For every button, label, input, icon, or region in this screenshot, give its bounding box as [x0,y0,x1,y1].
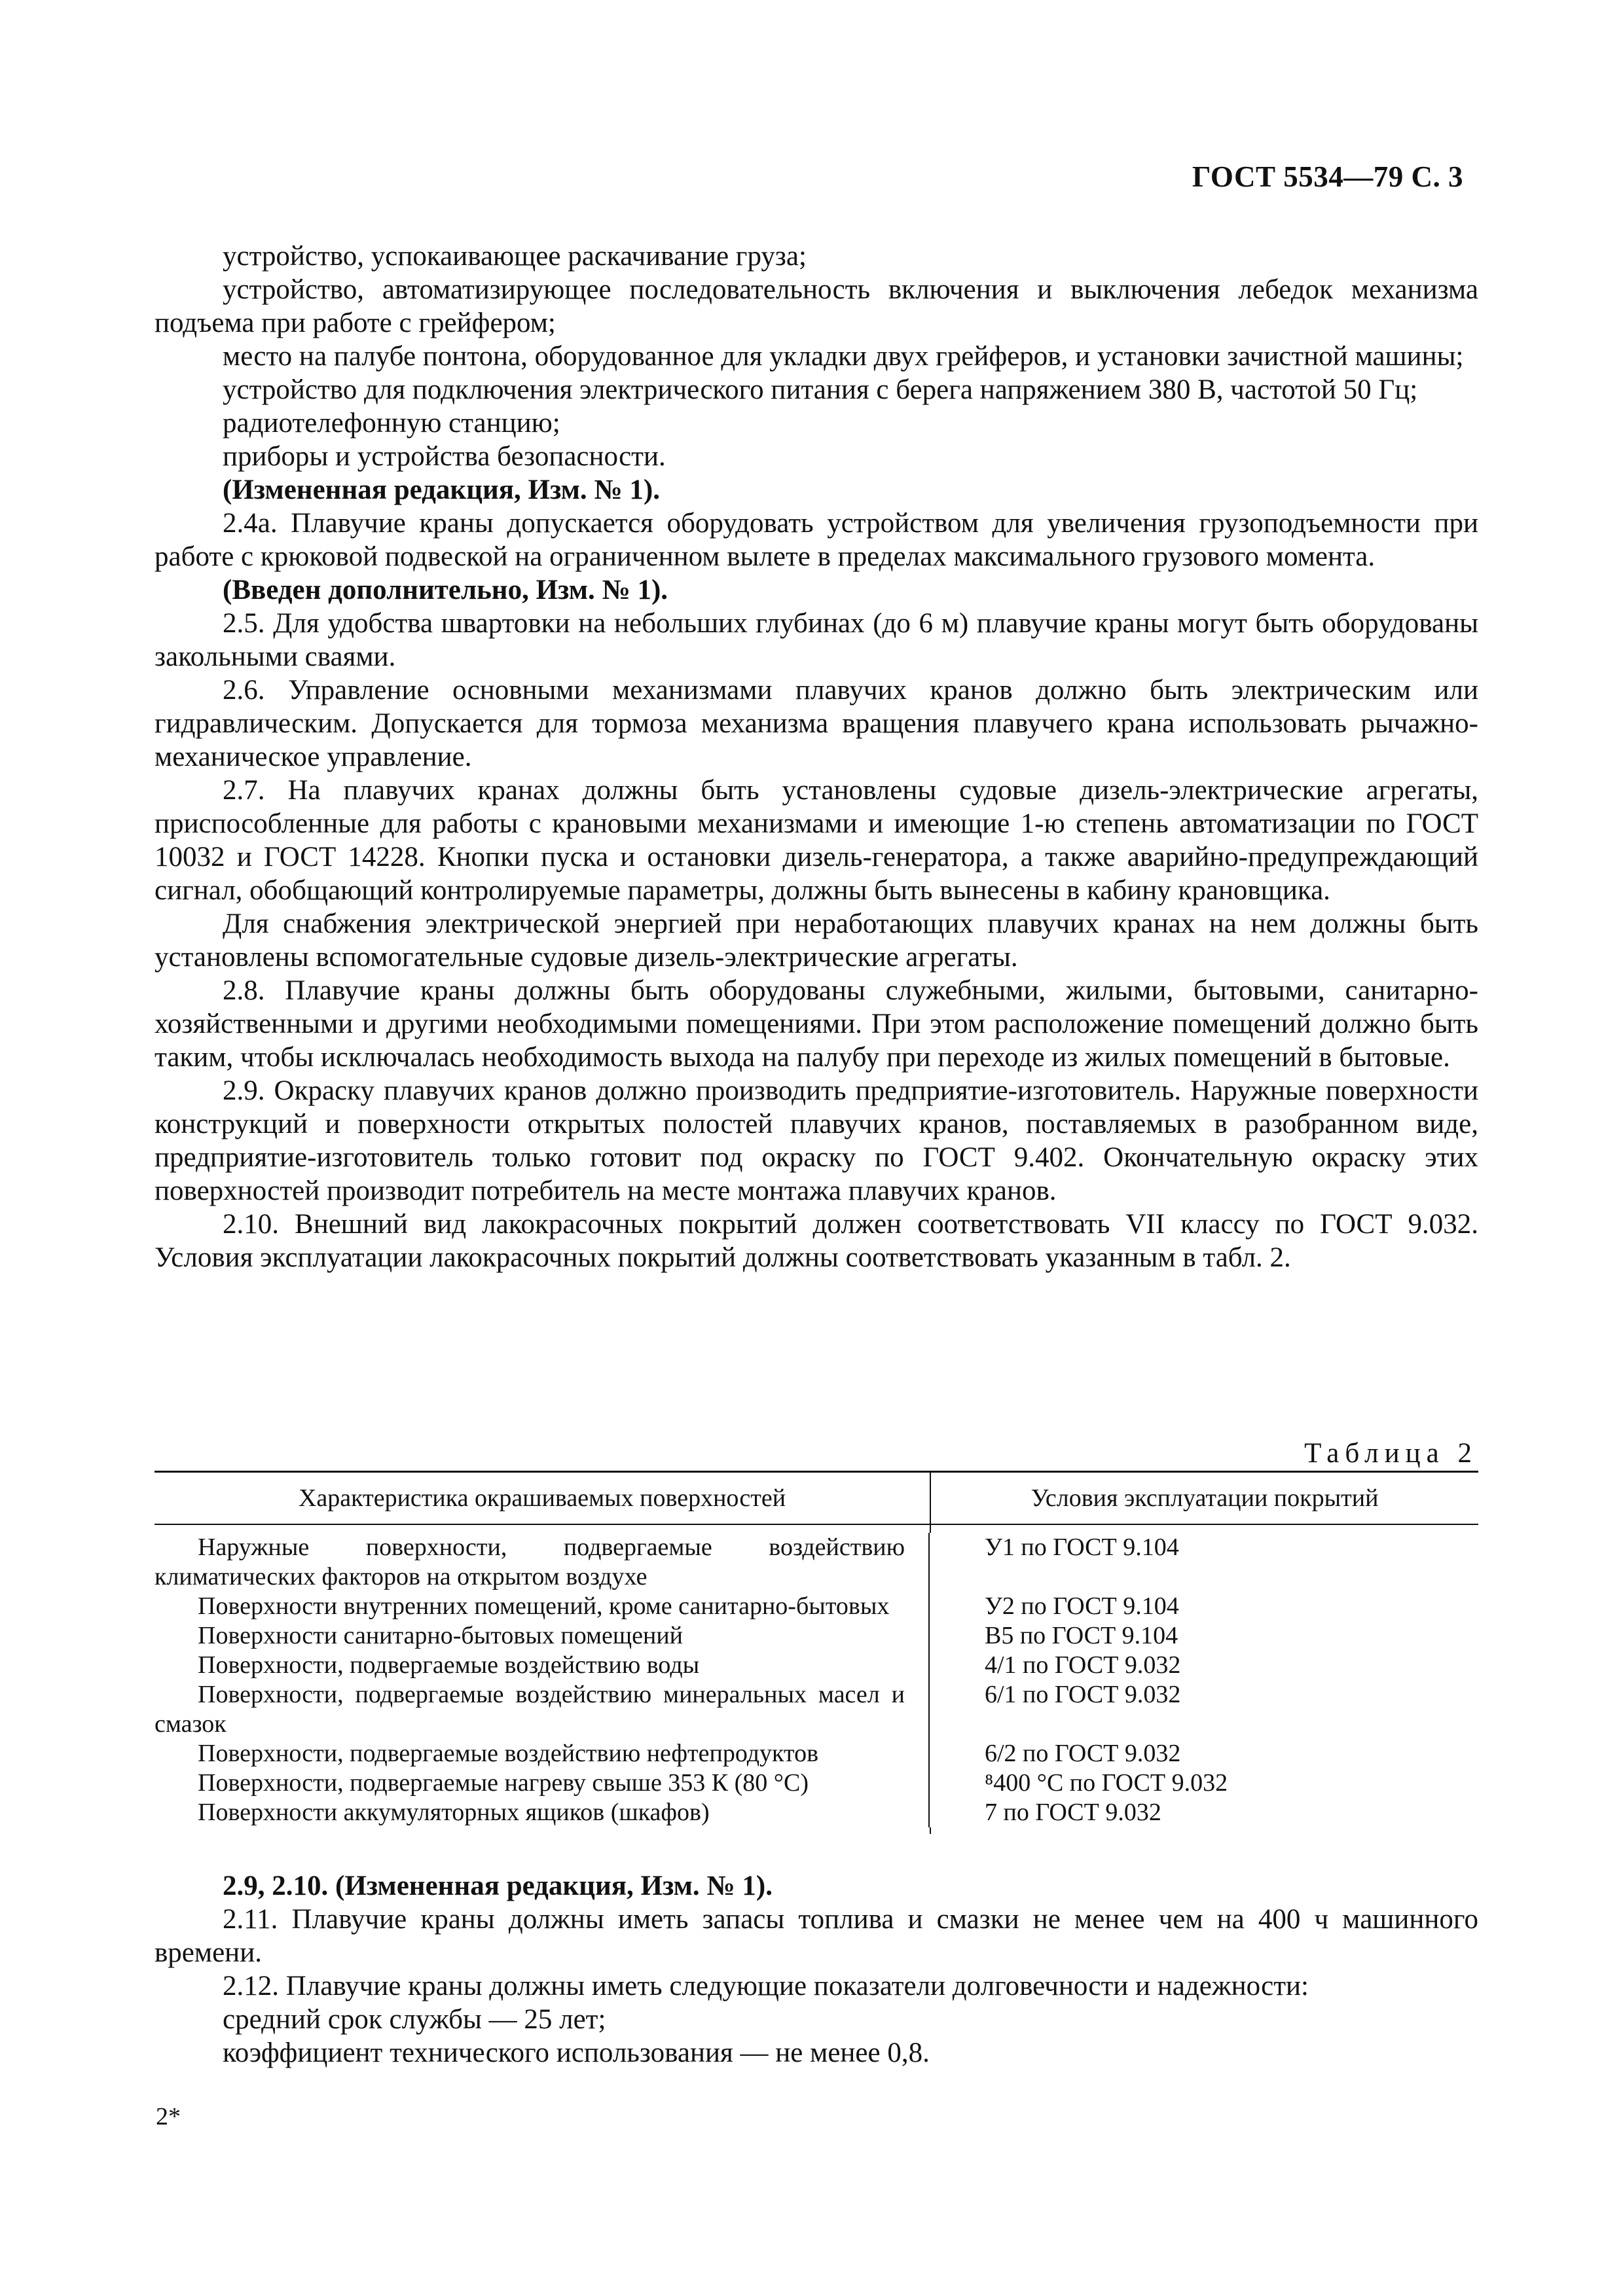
table-row [155,1592,1478,1621]
paragraph: приборы и устройства безопасности. [223,441,666,472]
table-cell-surface: Поверхности санитарно-бытовых помещений [198,1622,684,1649]
paragraph: 2.7. На плавучих кранах должны быть установлены судовые дизель-электрические агрегаты, приспособленные для работы с крановыми механизмами и имеющие 1-ю степень автоматизации по ГОСТ 10032 и ГОСТ 14228. Кнопки пуска и остановки дизель-генератора, а также аварийно-предупреждающий сигнал, обобщающий контролируемые параметры, должны быть вынесены в кабину крановщика. [155,775,1478,906]
table-row [155,1768,1478,1798]
paragraph: устройство для подключения электрического питания с берега напряжением 380 В, частотой 50 Гц; [223,374,1418,405]
paragraph: устройство, автоматизирующее последовательность включения и выключения лебедок механизма подъема при работе с грейфером; [155,274,1478,338]
table-cell-conditions: ⁸400 °С по ГОСТ 9.032 [985,1769,1228,1797]
paragraph: 2.10. Внешний вид лакокрасочных покрытий должен соответствовать VII классу по ГОСТ 9.032. Условия эксплуатации лакокрасочных покрытий должны соответствовать указанным в табл. 2. [155,1209,1478,1273]
table-cell-surface: Поверхности, подвергаемые воздействию нефтепродуктов [198,1740,819,1767]
table-row [155,1798,1478,1827]
table-header-surface: Характеристика окрашиваемых поверхностей [155,1473,931,1524]
table-cell-conditions: 4/1 по ГОСТ 9.032 [985,1651,1181,1679]
table-cell-surface: Поверхности, подвергаемые нагреву свыше 353 К (80 °С) [198,1769,809,1797]
table-header-conditions: Условия эксплуатации покрытий [1030,1484,1379,1512]
paragraph: 2.4а. Плавучие краны допускается оборудовать устройством для увеличения грузоподъемности при работе с крюковой подвеской на ограниченном вылете в пределах максимального грузового момента. [155,508,1478,572]
table-cell-surface: Поверхности внутренних помещений, кроме санитарно-бытовых [198,1592,890,1620]
paragraph: Для снабжения электрической энергией при неработающих плавучих кранах на нем должны быть установлены вспомогательные судовые дизель-электрические агрегаты. [155,908,1478,973]
body-text [155,240,1478,1274]
edition-note: (Введен дополнительно, Изм. № 1). [223,575,668,605]
table-cell-conditions: У2 по ГОСТ 9.104 [985,1592,1179,1620]
edition-note: (Измененная редакция, Изм. № 1). [223,475,660,505]
paragraph: 2.9. Окраску плавучих кранов должно производить предприятие-изготовитель. Наружные поверхности конструкций и поверхности открытых полостей плавучих кранов, поставляемых в разобранном виде, предприятие-изготовитель только готовит под окраску по ГОСТ 9.402. Окончательную окраску этих поверхностей производит потребитель на месте монтажа плавучих кранов. [155,1075,1478,1206]
table-header-row [155,1473,1478,1525]
surface-table [155,1471,1478,1834]
page-header: ГОСТ 5534—79 С. 3 [1192,160,1463,193]
table-cell-conditions: У1 по ГОСТ 9.104 [985,1534,1179,1561]
paragraph: 2.5. Для удобства швартовки на небольших глубинах (до 6 м) плавучие краны могут быть оборудованы закольными сваями. [155,608,1478,672]
paragraph: радиотелефонную станцию; [223,408,560,439]
table-row [155,1739,1478,1768]
table-row [155,1533,1478,1592]
paragraph: 2.6. Управление основными механизмами плавучих кранов должно быть электрическим или гидравлическим. Допускается для тормоза механизма вращения плавучего крана использовать рычажно-механическое управление. [155,675,1478,772]
table-row [155,1651,1478,1680]
page-footer-mark: 2* [156,2103,181,2130]
paragraph: 2.11. Плавучие краны должны иметь запасы топлива и смазки не менее чем на 400 ч машинного времени. [155,1904,1478,1968]
table-caption: Таблица 2 [1304,1438,1478,1469]
paragraph: коэффициент технического использования — не менее 0,8. [223,2037,930,2068]
body-text-after-table [155,1869,1478,2070]
table-cell-surface: Наружные поверхности, подвергаемые воздействию климатических факторов на открытом воздухе [155,1534,905,1590]
paragraph: 2.9, 2.10. (Измененная редакция, Изм. № 1). [223,1871,773,1901]
paragraph: средний срок службы — 25 лет; [223,2004,606,2035]
paragraph: устройство, успокаивающее раскачивание груза; [223,241,807,272]
table-cell-conditions: 6/2 по ГОСТ 9.032 [985,1740,1181,1767]
paragraph: 2.12. Плавучие краны должны иметь следующие показатели долговечности и надежности: [223,1971,1309,2001]
paragraph: 2.8. Плавучие краны должны быть оборудованы служебными, жилыми, бытовыми, санитарно-хозяйственными и другими необходимыми помещениями. При этом расположение помещений должно быть таким, чтобы исключалась необходимость выхода на палубу при переходе из жилых помещений в бытовые. [155,975,1478,1073]
table-cell-surface: Поверхности, подвергаемые воздействию воды [198,1651,700,1679]
paragraph: место на палубе понтона, оборудованное для укладки двух грейферов, и установки зачистной машины; [223,341,1464,372]
table-row [155,1621,1478,1651]
table-cell-conditions: 7 по ГОСТ 9.032 [985,1799,1161,1826]
table-cell-conditions: 6/1 по ГОСТ 9.032 [985,1681,1181,1708]
edition-note [155,1869,1478,1903]
table-cell-surface: Поверхности, подвергаемые воздействию минеральных масел и смазок [155,1681,905,1738]
table-row [155,1680,1478,1739]
table-cell-surface: Поверхности аккумуляторных ящиков (шкафов) [198,1799,710,1826]
table-cell-conditions: В5 по ГОСТ 9.104 [985,1622,1178,1649]
